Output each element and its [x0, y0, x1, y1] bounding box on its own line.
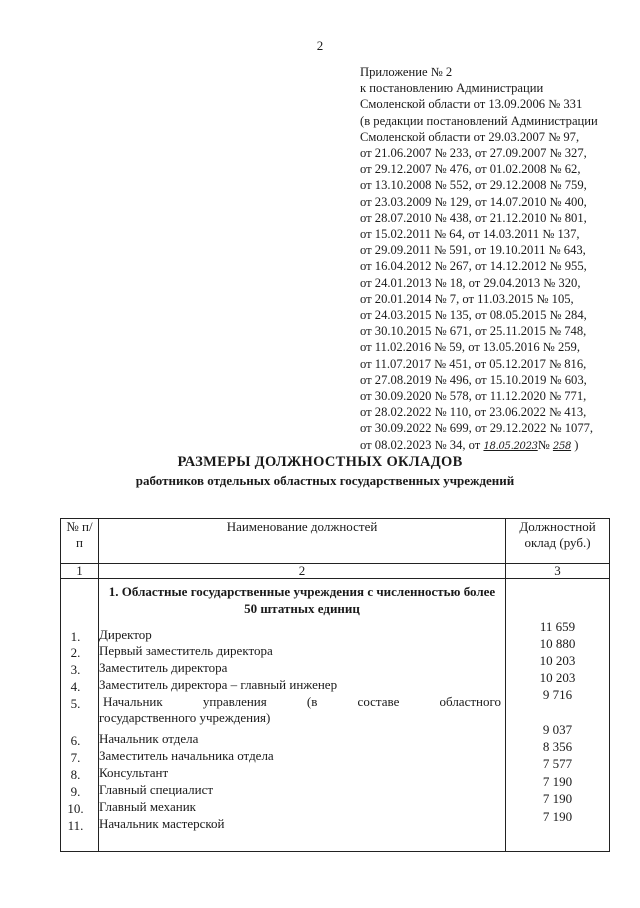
- handwritten-number: 258: [552, 440, 572, 452]
- salary-value: 11 659: [539, 619, 576, 634]
- appendix-line: Смоленской области от 29.03.2007 № 97,: [360, 129, 580, 144]
- salary-value: 7 577: [542, 756, 573, 771]
- position-name: Заместитель начальника отдела: [99, 748, 274, 763]
- row-number: 2.: [70, 645, 81, 660]
- appendix-line: от 27.08.2019 № 496, от 15.10.2019 № 603,: [360, 372, 587, 387]
- appendix-line: от 13.10.2008 № 552, от 29.12.2008 № 759,: [360, 178, 587, 193]
- position-name: Начальник отдела: [99, 731, 199, 746]
- appendix-block: [360, 64, 610, 455]
- position-name: Начальник управления (в составе областного: [103, 694, 501, 709]
- row-number: 3.: [70, 662, 81, 677]
- appendix-line: от 30.10.2015 № 671, от 25.11.2015 № 748,: [360, 324, 587, 339]
- row-number: 6.: [70, 733, 81, 748]
- appendix-line: от 21.06.2007 № 233, от 27.09.2007 № 327,: [360, 146, 587, 161]
- position-name: Заместитель директора – главный инженер: [99, 677, 338, 692]
- appendix-line: от 29.12.2007 № 476, от 01.02.2008 № 62,: [360, 162, 581, 177]
- position-name: Заместитель директора: [99, 660, 228, 675]
- position-name: Главный механик: [99, 799, 196, 814]
- appendix-last-prefix: от 08.02.2023 № 34, от: [360, 437, 481, 452]
- row-number: 5.: [70, 696, 81, 711]
- appendix-line: от 20.01.2014 № 7, от 11.03.2015 № 105,: [360, 291, 574, 306]
- salary-value: 9 716: [542, 687, 573, 702]
- appendix-line: Смоленской области от 13.09.2006 № 331: [360, 97, 583, 112]
- appendix-line: от 23.03.2009 № 129, от 14.07.2010 № 400,: [360, 194, 587, 209]
- row-number: 10.: [67, 801, 84, 816]
- table-header-row: [61, 519, 610, 564]
- position-name-continued: государственного учреждения): [99, 710, 271, 725]
- number-sign: №: [537, 437, 550, 452]
- section-title: 1. Областные государственные учреждения с численностью более 50 штатных единиц: [108, 584, 496, 616]
- appendix-line: от 11.07.2017 № 451, от 05.12.2017 № 816,: [360, 356, 587, 371]
- appendix-line: от 28.02.2022 № 110, от 23.06.2022 № 413,: [360, 405, 587, 420]
- row-number: 4.: [70, 679, 81, 694]
- salary-value: 10 880: [539, 636, 576, 651]
- salary-value: 9 037: [542, 722, 573, 737]
- row-number: 8.: [70, 767, 81, 782]
- appendix-line: от 30.09.2020 № 578, от 11.12.2020 № 771,: [360, 389, 587, 404]
- salary-value: 7 190: [542, 774, 573, 789]
- appendix-line: Приложение № 2: [360, 65, 453, 79]
- column-number: 2: [99, 564, 506, 579]
- row-number: 7.: [70, 750, 81, 765]
- column-number: 3: [506, 564, 610, 579]
- appendix-line: от 29.09.2011 № 591, от 19.10.2011 № 643,: [360, 243, 586, 258]
- header-position: Наименование должностей: [99, 519, 506, 564]
- position-name: Главный специалист: [99, 782, 214, 797]
- handwritten-date: 18.05.2023: [483, 440, 538, 452]
- salary-value: 7 190: [542, 791, 573, 806]
- salary-value: 10 203: [539, 670, 576, 685]
- salary-table: [60, 518, 610, 852]
- position-name: Консультант: [99, 765, 169, 780]
- position-name: Начальник мастерской: [99, 816, 225, 831]
- page-number: 2: [316, 38, 324, 53]
- numbers-cell: [61, 579, 99, 852]
- row-number: 11.: [67, 818, 84, 833]
- appendix-line: от 24.01.2013 № 18, от 29.04.2013 № 320,: [360, 275, 581, 290]
- position-name: Первый заместитель директора: [99, 643, 273, 658]
- appendix-line: (в редакции постановлений Администрации: [360, 113, 598, 128]
- document-subtitle: работников отдельных областных государственных учреждений: [135, 473, 515, 488]
- row-number: 1.: [70, 629, 81, 644]
- salary-value: 8 356: [542, 739, 573, 754]
- column-numbers-row: [61, 564, 610, 579]
- appendix-line: от 16.04.2012 № 267, от 14.12.2012 № 955,: [360, 259, 587, 274]
- appendix-line: от 30.09.2022 № 699, от 29.12.2022 № 1077,: [360, 421, 594, 436]
- header-salary: Должностной оклад (руб.): [506, 519, 610, 564]
- appendix-line: от 11.02.2016 № 59, от 13.05.2016 № 259,: [360, 340, 580, 355]
- positions-cell: [99, 579, 506, 852]
- appendix-line: от 24.03.2015 № 135, от 08.05.2015 № 284,: [360, 308, 587, 323]
- appendix-line: к постановлению Администрации: [360, 81, 544, 96]
- closing-paren: ): [574, 437, 579, 452]
- document-title: РАЗМЕРЫ ДОЛЖНОСТНЫХ ОКЛАДОВ: [177, 454, 463, 470]
- table-body-row: [61, 579, 610, 852]
- column-number: 1: [61, 564, 99, 579]
- salary-value: 7 190: [542, 809, 573, 824]
- position-name: Директор: [99, 627, 152, 642]
- appendix-last-line: [360, 437, 610, 455]
- appendix-line: от 15.02.2011 № 64, от 14.03.2011 № 137,: [360, 227, 580, 242]
- salaries-cell: [506, 579, 610, 852]
- appendix-line: от 28.07.2010 № 438, от 21.12.2010 № 801,: [360, 210, 587, 225]
- row-number: 9.: [70, 784, 81, 799]
- header-number: № п/п: [61, 519, 99, 564]
- salary-value: 10 203: [539, 653, 576, 668]
